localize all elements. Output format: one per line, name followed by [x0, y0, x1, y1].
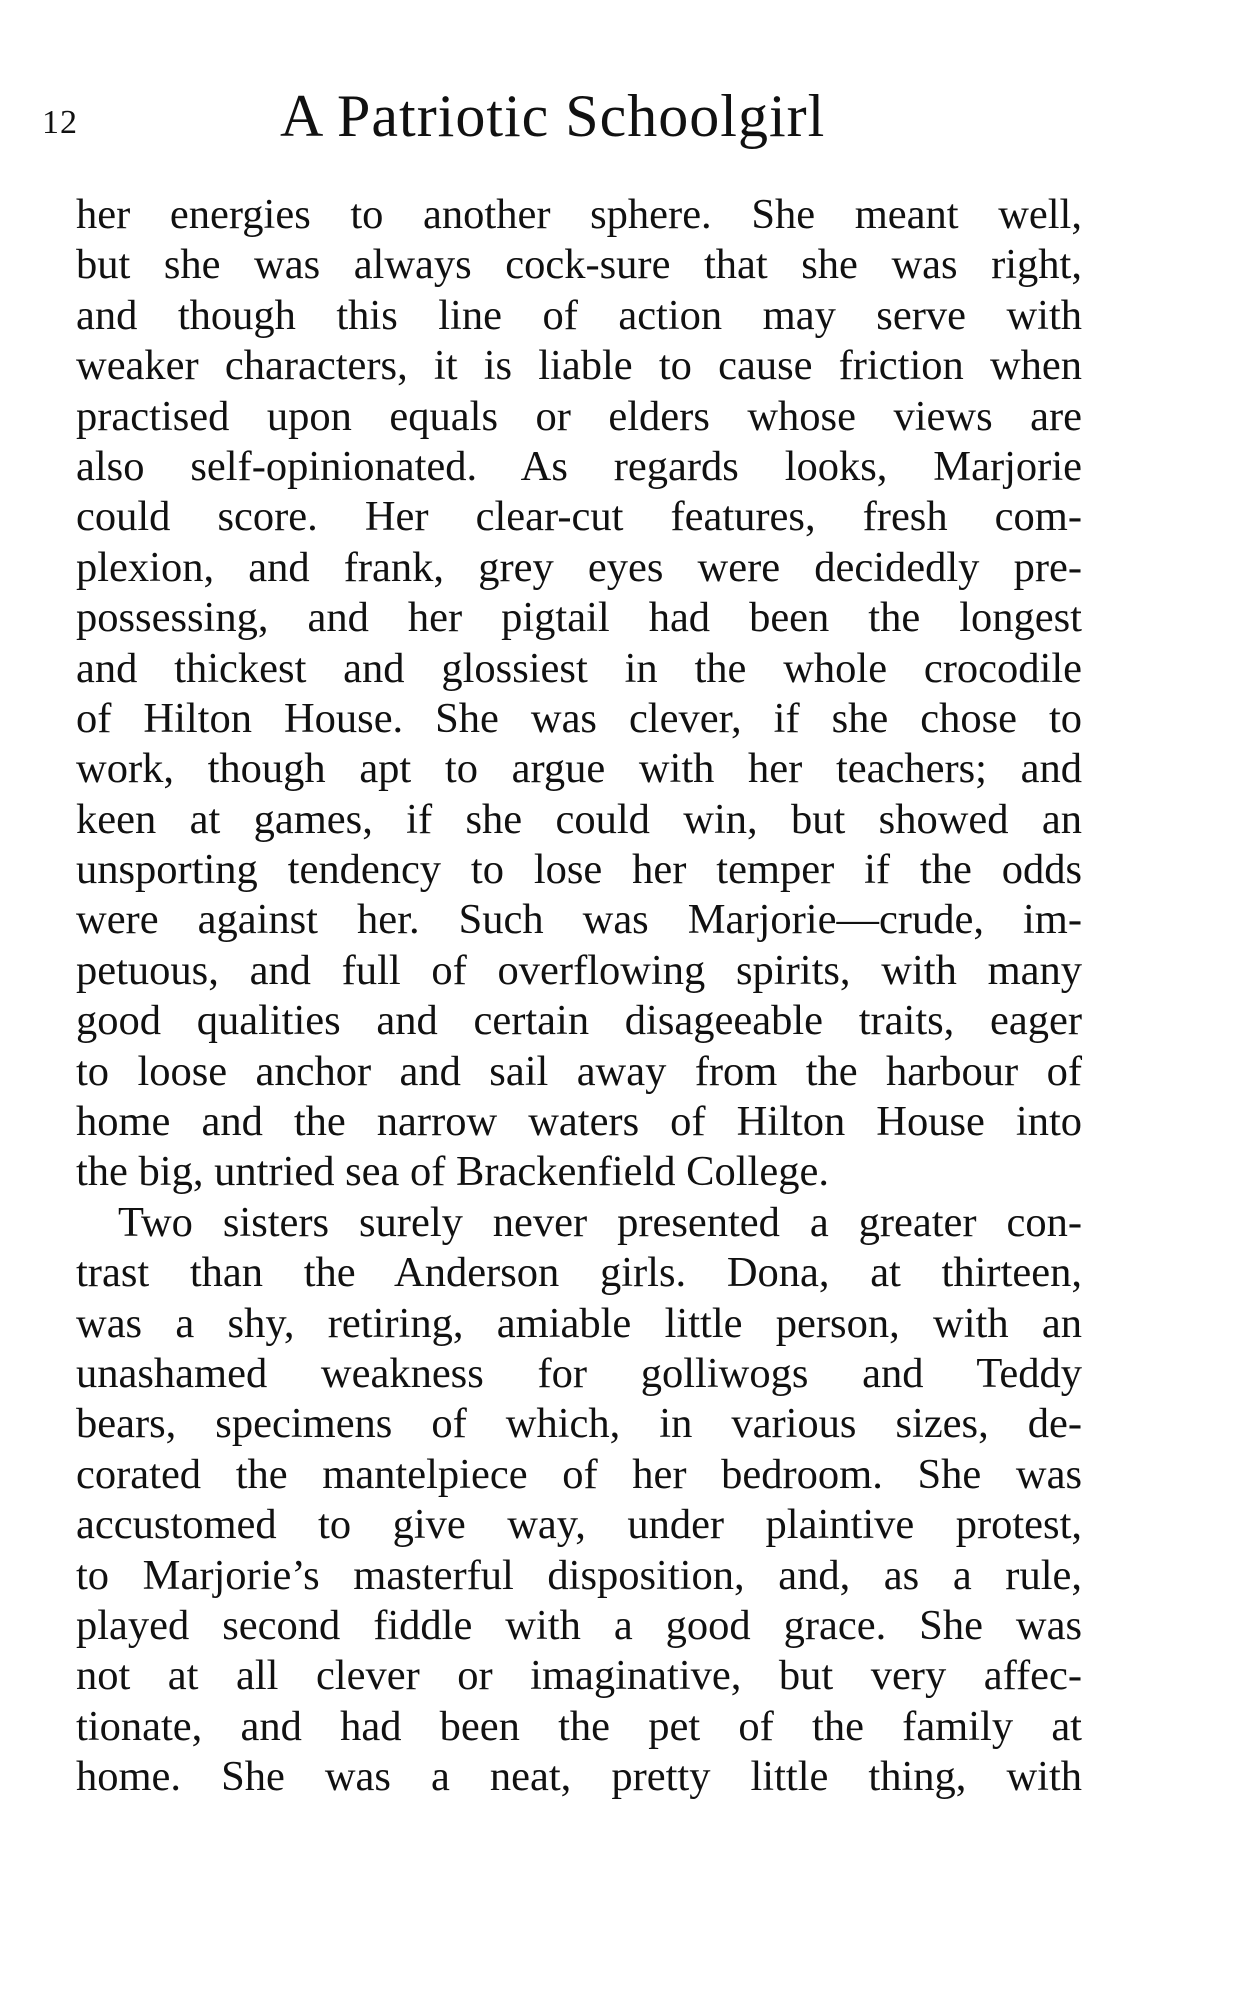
- text-line: of Hilton House. She was clever, if she chose to: [76, 694, 1082, 742]
- text-line: corated the mantelpiece of her bedroom. She was: [76, 1450, 1082, 1498]
- running-head-title: A Patriotic Schoolgirl: [280, 83, 826, 149]
- text-line: the big, untried sea of Brackenfield College.: [76, 1148, 829, 1196]
- text-line: bears, specimens of which, in various sizes, de-: [76, 1400, 1082, 1448]
- paragraph: [76, 190, 1082, 1198]
- text-line: was a shy, retiring, amiable little person, with an: [76, 1299, 1082, 1347]
- text-line: to Marjorie’s masterful disposition, and, as a rule,: [76, 1551, 1082, 1599]
- text-line: tionate, and had been the pet of the family at: [76, 1702, 1082, 1750]
- text-line: also self-opinionated. As regards looks, Marjorie: [76, 442, 1082, 490]
- text-line: unsporting tendency to lose her temper if the odds: [76, 846, 1082, 894]
- text-line: accustomed to give way, under plaintive protest,: [76, 1501, 1082, 1549]
- text-line: but she was always cock-sure that she was right,: [76, 241, 1082, 289]
- text-line: practised upon equals or elders whose views are: [76, 392, 1082, 440]
- text-line: her energies to another sphere. She meant well,: [76, 191, 1082, 238]
- text-line: work, though apt to argue with her teachers; and: [76, 745, 1082, 793]
- text-line: unashamed weakness for golliwogs and Teddy: [76, 1349, 1082, 1397]
- text-line: home. She was a neat, pretty little thing, with: [76, 1753, 1082, 1801]
- text-line: trast than the Anderson girls. Dona, at thirteen,: [76, 1249, 1082, 1297]
- text-line: were against her. Such was Marjorie—crude, im-: [76, 896, 1082, 944]
- paragraph: [76, 1198, 1082, 1803]
- body-text: [76, 190, 1082, 1803]
- text-line: petuous, and full of overflowing spirits, with many: [76, 946, 1082, 994]
- text-line: keen at games, if she could win, but showed an: [76, 795, 1082, 843]
- text-line: possessing, and her pigtail had been the longest: [76, 594, 1082, 642]
- text-line: could score. Her clear-cut features, fresh com-: [76, 493, 1082, 541]
- text-line: not at all clever or imaginative, but very affec-: [76, 1652, 1082, 1700]
- text-line: and thickest and glossiest in the whole crocodile: [76, 644, 1082, 692]
- text-line: played second fiddle with a good grace. She was: [76, 1601, 1082, 1649]
- text-line: plexion, and frank, grey eyes were decidedly pre-: [76, 543, 1082, 591]
- text-line: to loose anchor and sail away from the harbour of: [76, 1047, 1082, 1095]
- text-line: and though this line of action may serve with: [76, 291, 1082, 339]
- text-line: Two sisters surely never presented a greater con-: [118, 1198, 1082, 1246]
- page-number: 12: [42, 104, 78, 141]
- text-line: weaker characters, it is liable to cause friction when: [76, 342, 1082, 390]
- text-line: good qualities and certain disageeable traits, eager: [76, 997, 1082, 1045]
- text-line: home and the narrow waters of Hilton House into: [76, 1098, 1082, 1146]
